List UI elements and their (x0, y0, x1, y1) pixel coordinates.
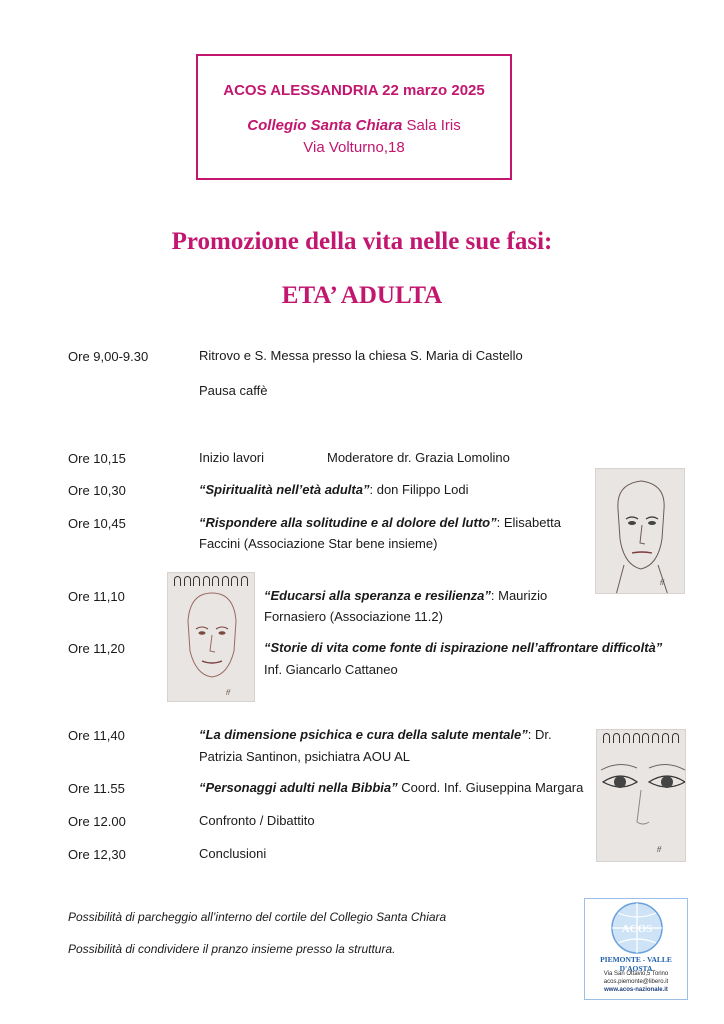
talk-title: “Personaggi adulti nella Bibbia” (199, 780, 398, 795)
eyes-sketch-image (596, 729, 686, 862)
program-item-text: Inizio lavori (199, 450, 265, 465)
program-item-text: Conclusioni (199, 846, 267, 861)
face-sketch-image (167, 572, 255, 702)
program-item-text: Confronto / Dibattito (199, 813, 315, 828)
logo-address: Via San Ottavio,5 Torino (603, 971, 669, 977)
face-sketch-image (595, 468, 685, 594)
talk-speaker: : Maurizio (490, 588, 548, 603)
time-label: Ore 10,30 (68, 483, 126, 498)
time-label: Ore 10,15 (68, 451, 126, 466)
event-venue (198, 117, 510, 134)
program-item-text (199, 511, 579, 534)
program-item-text: Inf. Giancarlo Cattaneo (264, 662, 398, 677)
venue-room: Sala Iris (402, 117, 461, 134)
program-item-text: Fornasiero (Associazione 11.2) (264, 609, 443, 624)
talk-title: “Rispondere alla solitudine e al dolore del lutto” (199, 515, 497, 530)
talk-title: “Storie di vita come fonte di ispirazione nell’affrontare difficoltà” (264, 640, 663, 655)
event-org-date: ACOS ALESSANDRIA 22 marzo 2025 (223, 82, 485, 99)
time-label: Ore 11.55 (68, 781, 125, 796)
talk-title: “Educarsi alla speranza e resilienza” (264, 588, 491, 603)
program-item-text (264, 636, 662, 659)
program-item-text (264, 584, 547, 607)
talk-speaker: Coord. Inf. Giuseppina Margara (397, 780, 584, 795)
program-item-text (199, 723, 552, 746)
program-item-text (199, 478, 469, 501)
event-street: Via Volturno,18 (303, 139, 405, 156)
svg-text:ff: ff (657, 847, 661, 854)
time-label: Ore 11,40 (68, 728, 125, 743)
talk-speaker: : don Filippo Lodi (369, 482, 469, 497)
sub-title: ETA’ ADULTA (281, 282, 443, 309)
time-label: Ore 11,10 (68, 589, 125, 604)
program-item-text: Ritrovo e S. Messa presso la chiesa S. Maria di Castello (199, 348, 523, 363)
logo-region: PIEMONTE - VALLE D'AOSTA (600, 955, 672, 973)
svg-text:ff: ff (660, 580, 664, 587)
time-label: Ore 10,45 (68, 516, 126, 531)
program-item-text: Pausa caffè (199, 383, 268, 398)
lunch-note: Possibilità di condividere il pranzo insieme presso la struttura. (68, 942, 396, 956)
logo-emblem-text: ACOS (621, 923, 653, 935)
program-item-text: Patrizia Santinon, psichiatra AOU AL (199, 749, 411, 764)
moderator-text: Moderatore dr. Grazia Lomolino (327, 450, 510, 465)
program-item-text: Faccini (Associazione Star bene insieme) (199, 536, 438, 551)
talk-title: “Spiritualità nell’età adulta” (199, 482, 370, 497)
time-label: Ore 11,20 (68, 641, 125, 656)
talk-speaker: : Dr. (527, 727, 552, 742)
sketchbook-rings (174, 576, 248, 586)
program-item-text (199, 776, 583, 799)
time-label: Ore 12,30 (68, 847, 126, 862)
venue-name: Collegio Santa Chiara (247, 117, 403, 134)
talk-title: “La dimensione psichica e cura della salute mentale” (199, 727, 528, 742)
logo-email: acos.piemonte@libero.it (603, 979, 669, 985)
svg-text:ff: ff (226, 690, 230, 697)
time-label: Ore 9,00-9.30 (68, 349, 149, 364)
main-title: Promozione della vita nelle sue fasi: (171, 228, 553, 255)
talk-speaker: : Elisabetta (496, 515, 561, 530)
event-header-box (196, 54, 512, 180)
time-label: Ore 12.00 (68, 814, 126, 829)
logo-website: www.acos-nazionale.it (604, 987, 668, 993)
acos-logo (584, 898, 688, 1000)
parking-note: Possibilità di parcheggio all’interno del cortile del Collegio Santa Chiara (68, 910, 447, 924)
sketchbook-rings (603, 733, 679, 743)
